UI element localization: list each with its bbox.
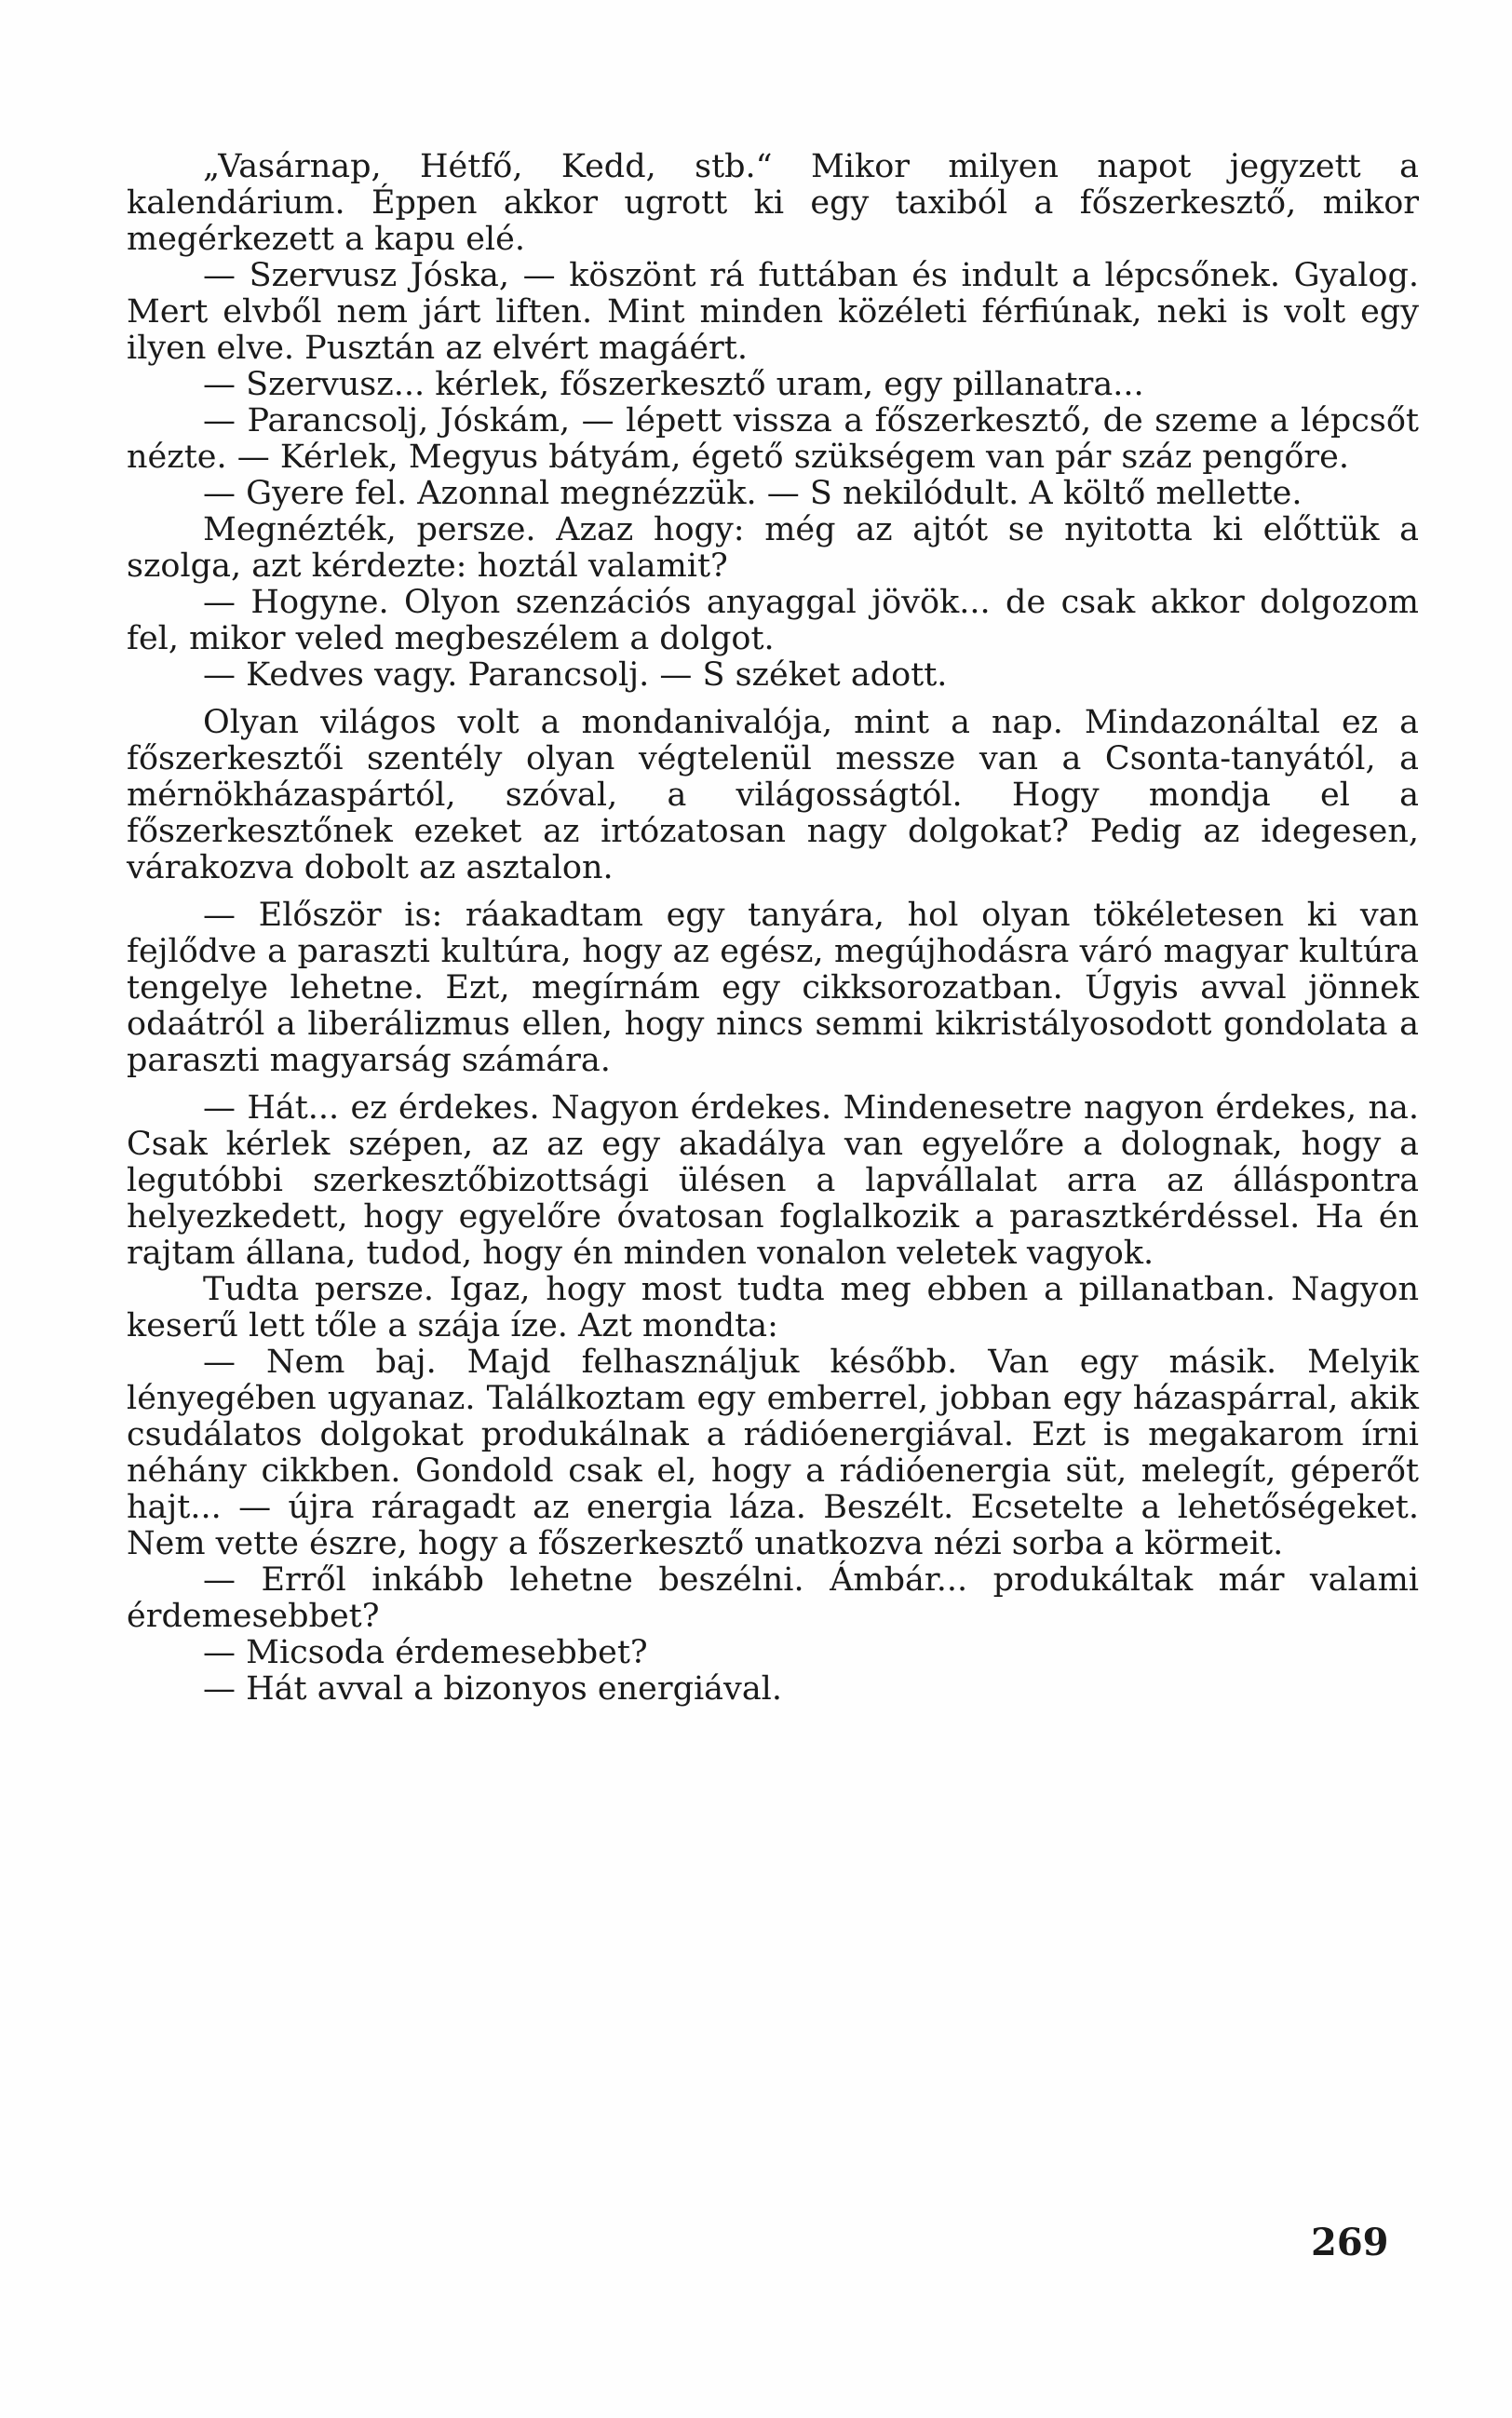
paragraph: — Micsoda érdemesebbet? [203, 1634, 648, 1671]
paragraph: — Parancsolj, Jóskám, — lépett vissza a főszerkesztő, de szeme a lépcsőt nézte. — Kérlek, Megyus bátyám, égető szükségem van pár száz pengőre. [127, 402, 1419, 476]
paragraph: — Hogyne. Olyon szenzációs anyaggal jövök... de csak akkor dolgozom fel, mikor veled megbeszélem a dolgot. [127, 584, 1419, 657]
paragraph: Megnézték, persze. Azaz hogy: még az ajtót se nyitotta ki előttük a szolga, azt kérdezte: hoztál valamit? [127, 511, 1419, 585]
paragraph: — Nem baj. Majd felhasználjuk később. Van egy másik. Melyik lényegében ugyanaz. Találkoztam egy emberrel, jobban egy házaspárral, akik csudálatos dolgokat produkálnak a rádióenergiával. Ezt is megakarom írni néhány cikkben. Gondold csak el, hogy a rádióenergia süt, melegít, géperőt hajt... — újra ráragadt az energia láza. Beszélt. Ecsetelte a lehetőségeket. Nem vette észre, hogy a főszerkesztő unatkozva nézi sorba a körmeit. [127, 1344, 1419, 1562]
paragraph: — Gyere fel. Azonnal megnézzük. — S nekilódult. A költő mellette. [203, 475, 1303, 512]
paragraph: — Kedves vagy. Parancsolj. — S széket adott. [203, 656, 948, 694]
page-number: 269 [1311, 2221, 1389, 2264]
paragraph: — Szervusz Jóska, — köszönt rá futtában és indult a lépcsőnek. Gyalog. Mert elvből nem járt liften. Mint minden közéleti férfiúnak, neki is volt egy ilyen elve. Pusztán az elvért magáért. [127, 257, 1419, 367]
paragraph: Olyan világos volt a mondanivalója, mint a nap. Mindazonáltal ez a főszerkesztői szentély olyan végtelenül messze van a Csonta-tanyától, a mérnökházaspártól, szóval, a világosságtól. Hogy mondja el a főszerkesztőnek ezeket az irtózatosan nagy dolgokat? Pedig az idegesen, várakozva dobolt az asztalon. [127, 704, 1419, 886]
paragraph: Tudta persze. Igaz, hogy most tudta meg ebben a pillanatban. Nagyon keserű lett tőle a szája íze. Azt mondta: [127, 1271, 1419, 1344]
paragraph: — Szervusz... kérlek, főszerkesztő uram, egy pillanatra... [203, 366, 1144, 403]
paragraph: „Vasárnap, Hétfő, Kedd, stb.“ Mikor milyen napot jegyzett a kalendárium. Éppen akkor ugrott ki egy taxiból a főszerkesztő, mikor megérkezett a kapu elé. [127, 148, 1419, 258]
body-text [127, 149, 1419, 1708]
paragraph: — Először is: ráakadtam egy tanyára, hol olyan tökéletesen ki van fejlődve a paraszti kultúra, hogy az egész, megújhodásra váró magyar kultúra tengelye lehetne. Ezt, megírnám egy cikksorozatban. Úgyis avval jönnek odaátról a liberálizmus ellen, hogy nincs semmi kikristályosodott gondolata a paraszti magyarság számára. [127, 897, 1419, 1079]
paragraph: — Erről inkább lehetne beszélni. Ámbár... produkáltak már valami érdemesebbet? [127, 1561, 1419, 1635]
paragraph: — Hát avval a bizonyos energiával. [203, 1670, 783, 1708]
paragraph: — Hát... ez érdekes. Nagyon érdekes. Mindenesetre nagyon érdekes, na. Csak kérlek szépen, az az egy akadálya van egyelőre a dolognak, hogy a legutóbbi szerkesztőbizottsági ülésen a lapvállalat arra az álláspontra helyezkedett, hogy egyelőre óvatosan foglalkozik a parasztkérdéssel. Ha én rajtam állana, tudod, hogy én minden vonalon veletek vagyok. [127, 1089, 1419, 1272]
